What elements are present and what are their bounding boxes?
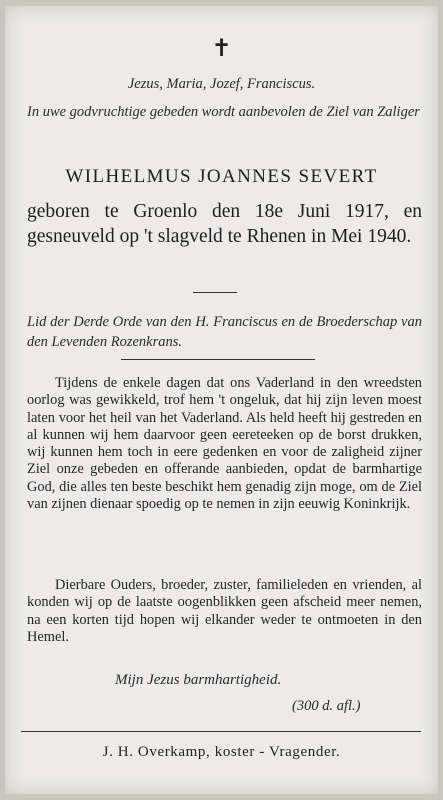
body-paragraph: Tijdens de enkele dagen dat ons Vaderland in den wreedsten oorlog was gewikkeld, trof hem 't ongeluk, dat hij zijn leven moest laten voor het heil van het Vaderland. Als held heeft hij gestreden en al kunnen wij hem daarvoor geen eereteeken op de borst drukken, wij kunnen hem toch in eere gedenken en voor de zaligheid zijner Ziel onze gebeden en offerande aanbieden, opdat de barmhartige God, die alles ten beste beschikt hem genadig zijn moge, om de Ziel van zijnen dienaar spoedig op te nemen in zijn eeuwig Koninkrijk.: [27, 375, 422, 513]
intro-text: In uwe godvruchtige gebeden wordt aanbevolen de Ziel van Zaliger: [27, 104, 420, 120]
membership-text: Lid der Derde Orde van den H. Franciscus en de Broederschap van den Levenden Rozenkrans.: [27, 314, 422, 350]
body-paragraph: Dierbare Ouders, broeder, zuster, familieleden en vrienden, al konden wij op de laatste oogenblikken geen afscheid meer nemen, na een korten tijd hopen wij elkander weder te ontmoeten in den Hemel.: [27, 577, 422, 645]
footer-rule: [21, 731, 421, 732]
cross-icon: ✝: [211, 34, 232, 62]
divider: [193, 292, 237, 293]
prayer-line: Mijn Jezus barmhartigheid.: [115, 672, 282, 688]
invocation: Jezus, Maria, Jozef, Franciscus.: [127, 76, 316, 92]
divider: [121, 359, 315, 360]
birth-death-text: geboren te Groenlo den 18e Juni 1917, en gesneuveld op 't slagveld te Rhenen in Mei 1940.: [27, 201, 422, 247]
memorial-card: [5, 6, 438, 794]
indulgence-note: (300 d. afl.): [292, 698, 361, 714]
printer-line: J. H. Overkamp, koster - Vragender.: [102, 744, 341, 760]
deceased-name: WILHELMUS JOANNES SEVERT: [65, 166, 378, 187]
